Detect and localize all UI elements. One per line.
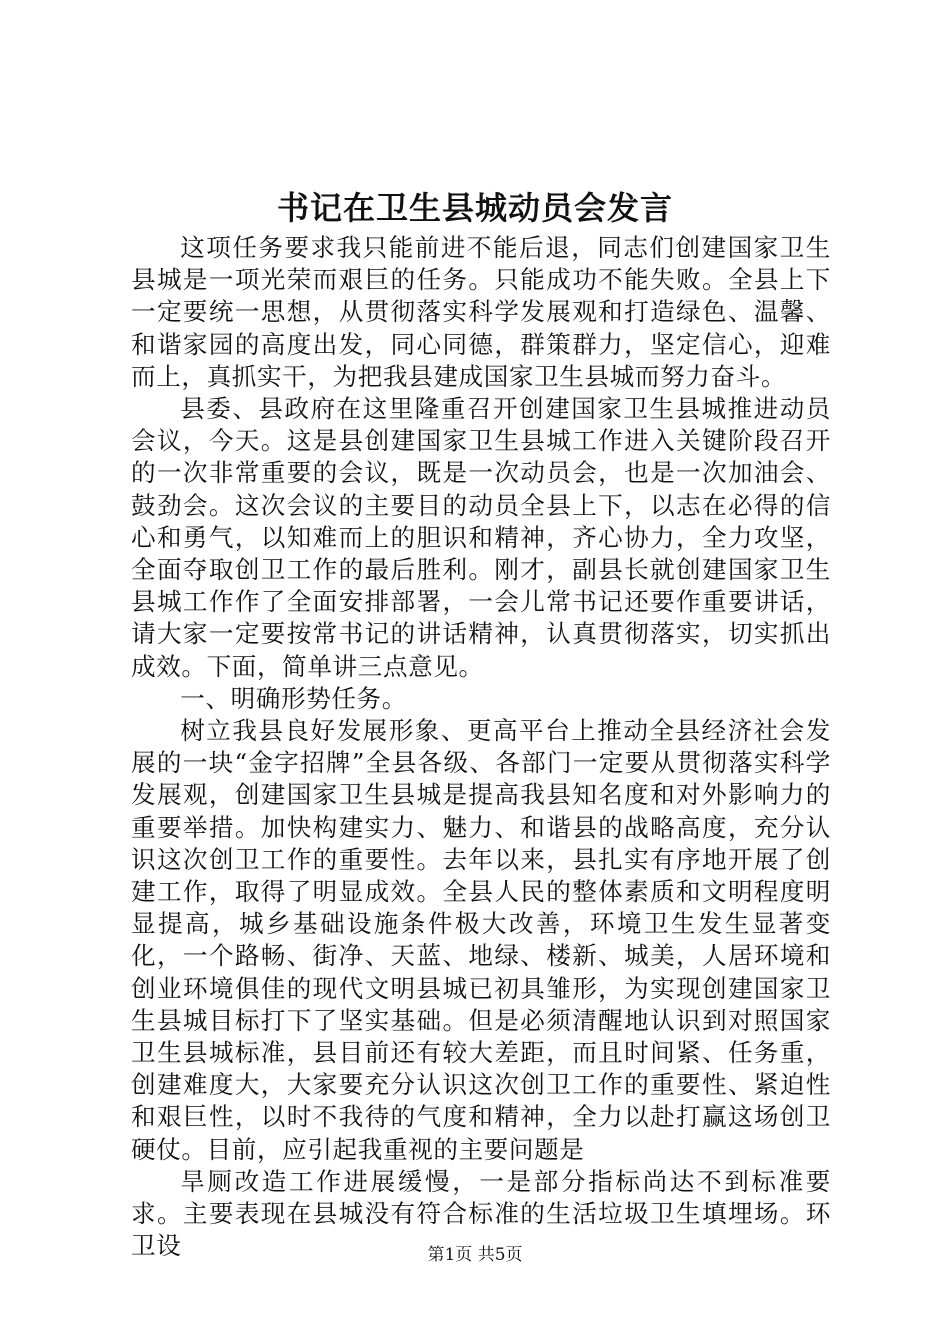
document-title: 书记在卫生县城动员会发言 (276, 189, 673, 227)
paragraph: 旱厕改造工作进展缓慢，一是部分指标尚达不到标准要求。主要表现在县城没有符合标准的生活垃圾卫生填埋场。环卫设 (131, 1166, 831, 1261)
paragraph: 县委、县政府在这里隆重召开创建国家卫生县城推进动员会议，今天。这是县创建国家卫生县城工作进入关键阶段召开的一次非常重要的会议，既是一次动员会，也是一次加油会、鼓劲会。这次会议的主要目的动员全县上下，以志在必得的信心和勇气，以知难而上的胆识和精神，齐心协力，全力攻坚，全面夺取创卫工作的最后胜利。刚才，副县长就创建国家卫生县城工作作了全面安排部署，一会儿常书记还要作重要讲话，请大家一定要按常书记的讲话精神，认真贯彻落实，切实抓出成效。下面，简单讲三点意见。 (131, 394, 831, 681)
section-heading: 一、明确形势任务。 (180, 683, 407, 713)
page-footer: 第1页 共5页 (427, 1245, 523, 1265)
document-body (131, 232, 831, 1263)
paragraph: 树立我县良好发展形象、更高平台上推动全县经济社会发展的一块“金字招牌”全县各级、各部门一定要从贯彻落实科学发展观，创建国家卫生县城是提高我县知名度和对外影响力的重要举措。加快构建实力、魅力、和谐县的战略高度，充分认识这次创卫工作的重要性。去年以来，县扎实有序地开展了创建工作，取得了明显成效。全县人民的整体素质和文明程度明显提高，城乡基础设施条件极大改善，环境卫生发生显著变化，一个路畅、街净、天蓝、地绿、楼新、城美，人居环境和创业环境俱佳的现代文明县城已初具雏形，为实现创建国家卫生县城目标打下了坚实基础。但是必须清醒地认识到对照国家卫生县城标准，县目前还有较大差距，而且时间紧、任务重，创建难度大，大家要充分认识这次创卫工作的重要性、紧迫性和艰巨性，以时不我待的气度和精神，全力以赴打赢这场创卫硬仗。目前，应引起我重视的主要问题是 (131, 716, 831, 1164)
paragraph: 这项任务要求我只能前进不能后退，同志们创建国家卫生县城是一项光荣而艰巨的任务。只能成功不能失败。全县上下一定要统一思想，从贯彻落实科学发展观和打造绿色、温馨、和谐家园的高度出发，同心同德，群策群力，坚定信心，迎难而上，真抓实干，为把我县建成国家卫生县城而努力奋斗。 (131, 233, 831, 391)
